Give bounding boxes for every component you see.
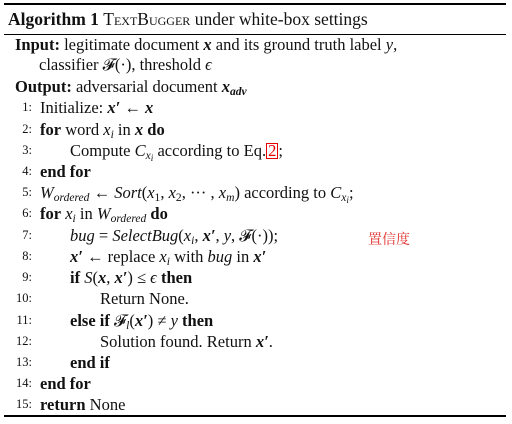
algorithm-label: Algorithm 1 xyxy=(8,9,99,29)
line-number: 13: xyxy=(16,355,32,369)
line-number: 11: xyxy=(16,313,32,327)
line-number: 15: xyxy=(16,397,32,411)
top-rule xyxy=(4,3,506,5)
input-label: Input: xyxy=(15,35,60,54)
line-number: 9: xyxy=(22,270,32,284)
algorithm-title-suffix: under white-box settings xyxy=(194,9,368,29)
line-number: 12: xyxy=(16,334,32,348)
handwritten-annotation: 置信度 xyxy=(368,232,410,248)
line-number: 2: xyxy=(22,122,32,136)
output-label: Output: xyxy=(15,77,72,96)
input-line-1: Input: legitimate document x and its ground truth label y, xyxy=(15,35,398,54)
line-number: 6: xyxy=(22,206,32,220)
line-number: 3: xyxy=(22,143,32,157)
line-number: 4: xyxy=(22,164,32,178)
line-number: 8: xyxy=(22,249,32,263)
line-number: 1: xyxy=(22,100,32,114)
input-line-2: classifier 𝓕(·), threshold ϵ xyxy=(39,55,212,74)
output-line: Output: adversarial document $x_{adv}$ xyxy=(15,77,247,98)
algorithm-name: TextBugger xyxy=(103,9,191,29)
line-number: 5: xyxy=(22,185,32,199)
algorithm-title xyxy=(8,6,368,34)
line-number: 10: xyxy=(16,291,32,305)
bottom-rule xyxy=(4,415,506,417)
line-number: 14: xyxy=(16,376,32,390)
line-number: 7: xyxy=(22,228,32,242)
equation-reference[interactable]: 2 xyxy=(268,141,277,160)
